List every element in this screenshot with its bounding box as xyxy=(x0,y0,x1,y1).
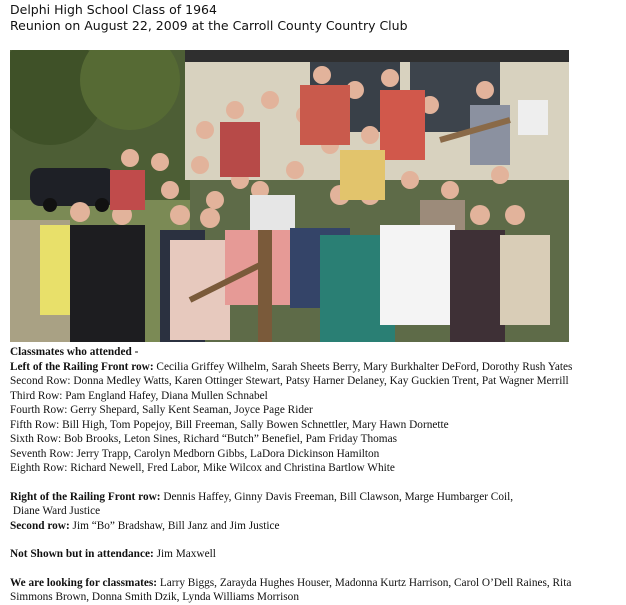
page-title: Delphi High School Class of 1964 xyxy=(10,2,217,17)
left-third-row: Third Row: Pam England Hafey, Diana Mullen Schnabel xyxy=(10,389,268,402)
left-seventh-row: Seventh Row: Jerry Trapp, Carolyn Medborn Gibbs, LaDora Dickinson Hamilton xyxy=(10,447,380,460)
page-subtitle: Reunion on August 22, 2009 at the Carroll County Country Club xyxy=(10,18,408,33)
group-photo xyxy=(10,50,569,342)
attendance-text xyxy=(10,345,622,605)
right-second-row: Second row: Jim “Bo” Bradshaw, Bill Janz and Jim Justice xyxy=(10,519,280,532)
left-front-row: Left of the Railing Front row: Cecilia Griffey Wilhelm, Sarah Sheets Berry, Mary Burkhalter DeFord, Dorothy Rush Yates xyxy=(10,360,573,373)
left-fourth-row: Fourth Row: Gerry Shepard, Sally Kent Seaman, Joyce Page Rider xyxy=(10,404,313,416)
left-eighth-row: Eighth Row: Richard Newell, Fred Labor, Mike Wilcox and Christina Bartlow White xyxy=(10,462,395,474)
right-front-row: Right of the Railing Front row: Dennis Haffey, Ginny Davis Freeman, Bill Clawson, Marge Humbarger Coil, xyxy=(10,490,514,503)
looking-for-cont: Simmons Brown, Donna Smith Dzik, Lynda Williams Morrison xyxy=(10,591,299,603)
looking-for: We are looking for classmates: Larry Biggs, Zarayda Hughes Houser, Madonna Kurtz Harrison, Carol O’Dell Raines, Rita xyxy=(10,576,572,589)
left-second-row: Second Row: Donna Medley Watts, Karen Ottinger Stewart, Patsy Harner Delaney, Kay Guckien Trent, Pat Wagner Merrill xyxy=(10,375,569,387)
left-fifth-row: Fifth Row: Bill High, Tom Popejoy, Bill Freeman, Sally Bowen Schnettler, Mary Hawn Dornette xyxy=(10,418,449,431)
left-sixth-row: Sixth Row: Bob Brooks, Leton Sines, Richard “Butch” Benefiel, Pam Friday Thomas xyxy=(10,433,397,445)
not-shown: Not Shown but in attendance: Jim Maxwell xyxy=(10,548,216,560)
attended-heading: Classmates who attended - xyxy=(10,346,139,358)
right-front-row-cont: Diane Ward Justice xyxy=(12,505,101,517)
page-header xyxy=(10,2,408,34)
